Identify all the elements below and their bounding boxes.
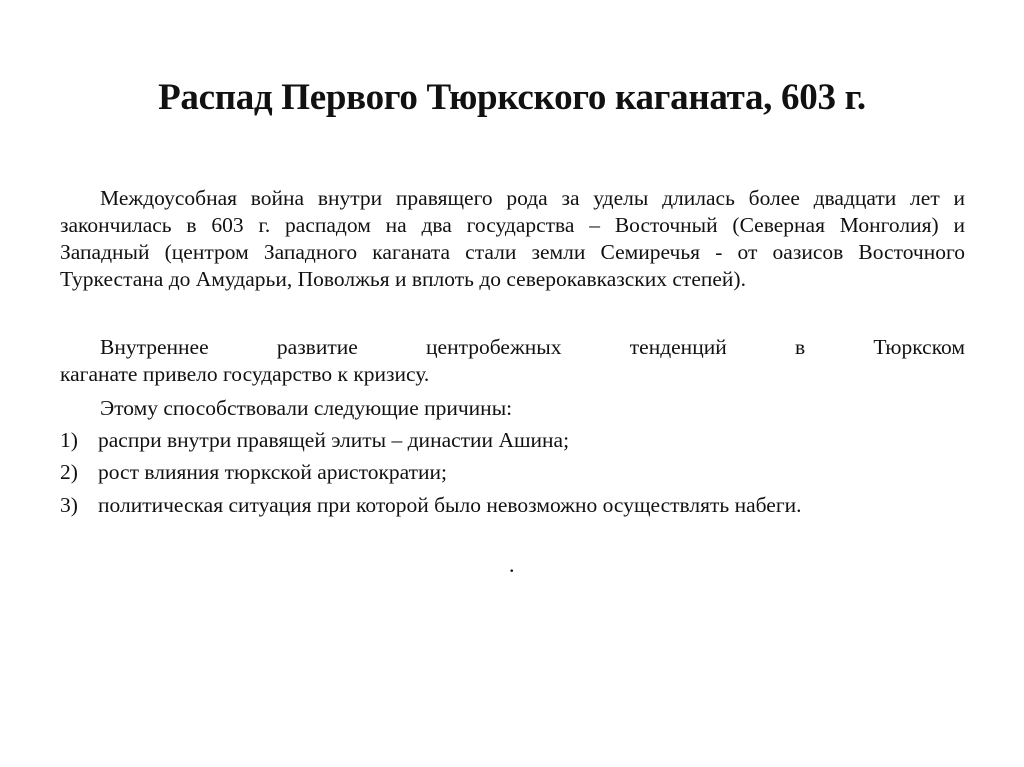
cause-text: рост влияния тюркской аристократии; xyxy=(98,460,448,484)
cause-number: 3) xyxy=(60,493,78,517)
cause-text: политическая ситуация при которой было невозможно осуществлять набеги. xyxy=(98,493,802,517)
paragraph1-line: Туркестана до Амударьи, Поволжья и вплоть до северокавказских степей). xyxy=(60,267,746,291)
trailing-dot: . xyxy=(509,552,515,577)
slide-title: Распад Первого Тюркского каганата, 603 г. xyxy=(158,77,866,118)
paragraph1-line: Междоусобная война внутри правящего рода за уделы длилась более двадцати лет и xyxy=(100,186,965,210)
paragraph1-line: закончилась в 603 г. распадом на два государства – Восточный (Северная Монголия) и xyxy=(60,213,965,237)
paragraph1-line: Западный (центром Западного каганата стали земли Семиречья - от оазисов Восточного xyxy=(60,240,965,264)
causes-intro: Этому способствовали следующие причины: xyxy=(100,396,513,420)
cause-number: 2) xyxy=(60,460,78,484)
paragraph2-line: каганате привело государство к кризису. xyxy=(60,362,430,386)
paragraph2-line: Внутреннее развитие центробежных тенденций в Тюркском xyxy=(100,335,965,359)
cause-text: распри внутри правящей элиты – династии Ашина; xyxy=(98,428,570,452)
cause-number: 1) xyxy=(60,428,78,452)
